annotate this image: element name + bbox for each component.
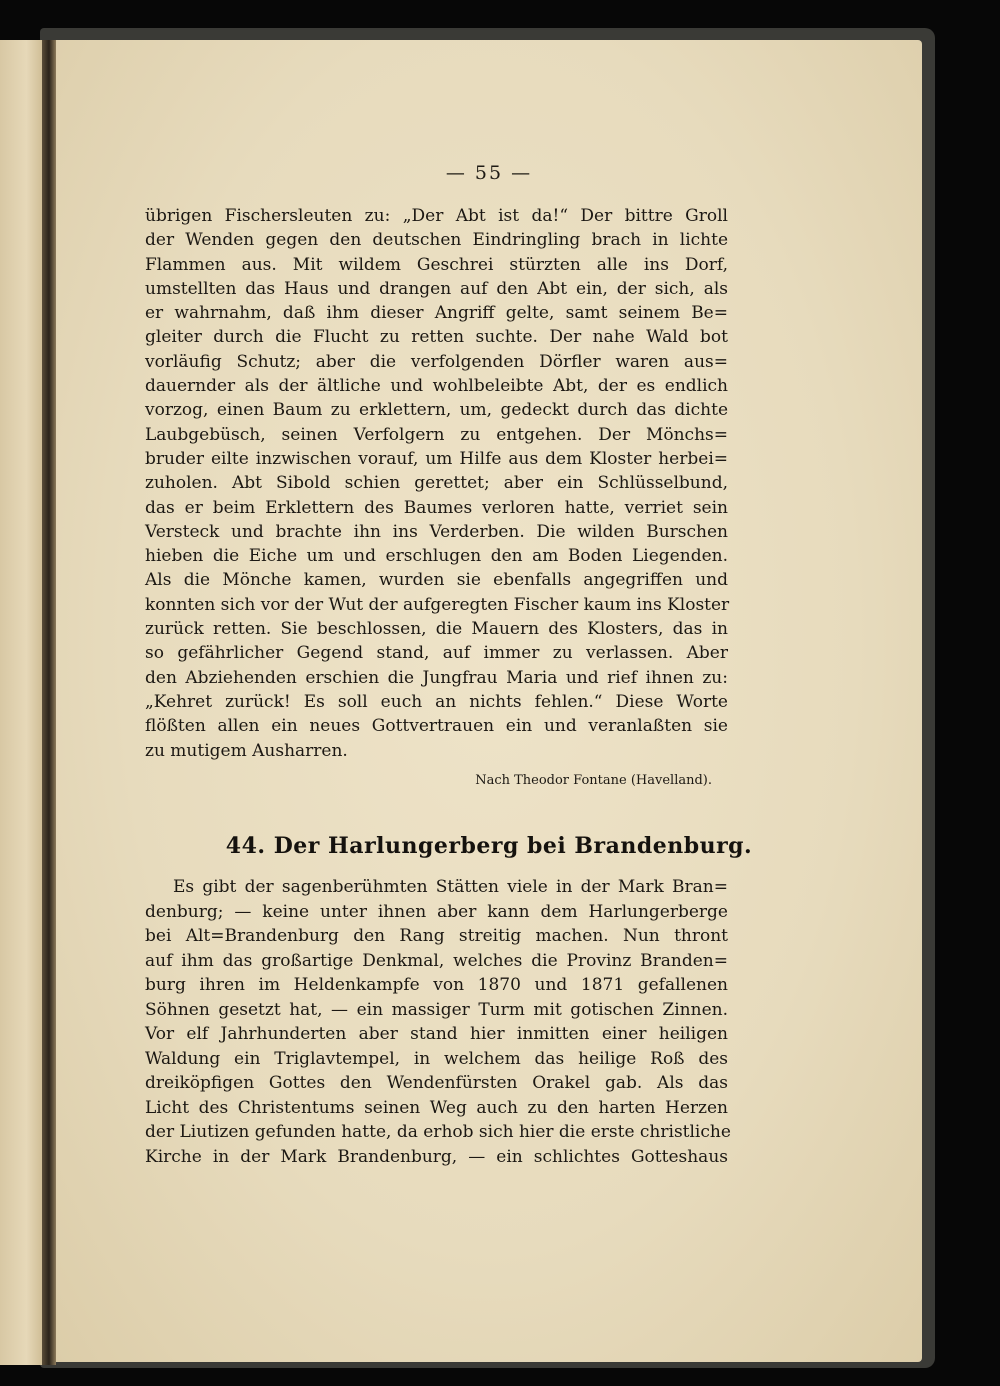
text-line: dreiköpfigen Gottes den Wendenfürsten Orakel gab. Als das	[145, 1073, 728, 1093]
text-line: zurück retten. Sie beschlossen, die Mauern des Klosters, das in	[145, 619, 728, 640]
book-page	[56, 40, 922, 1362]
text-line: so gefährlicher Gegend stand, auf immer zu verlassen. Aber	[145, 643, 728, 664]
text-line: Flammen aus. Mit wildem Geschrei stürzten alle ins Dorf,	[145, 254, 728, 275]
text-line: zu mutigem Ausharren.	[145, 740, 348, 761]
text-line: Waldung ein Triglavtempel, in welchem das heilige Roß des	[145, 1048, 728, 1069]
text-line: Söhnen gesetzt hat, — ein massiger Turm mit gotischen Zinnen.	[145, 999, 728, 1020]
text-line: Licht des Christentums seinen Weg auch zu den harten Herzen	[145, 1097, 728, 1118]
text-line: hieben die Eiche um und erschlugen den am Boden Liegenden.	[145, 546, 728, 567]
text-line: „Kehret zurück! Es soll euch an nichts fehlen.“ Diese Worte	[145, 691, 728, 712]
source-attribution: Nach Theodor Fontane (Havelland).	[475, 773, 712, 788]
text-line: denburg; — keine unter ihnen aber kann dem Harlungerberge	[145, 901, 728, 922]
text-line: der Liutizen gefunden hatte, da erhob sich hier die erste christliche	[145, 1122, 731, 1142]
paragraph-2	[145, 875, 731, 1169]
text-line: umstellten das Haus und drangen auf den Abt ein, der sich, als	[145, 278, 728, 299]
text-line: dauernder als der ältliche und wohlbeleibte Abt, der es endlich	[145, 376, 728, 397]
page-number: — 55 —	[445, 162, 533, 184]
text-line: Kirche in der Mark Brandenburg, — ein schlichtes Gotteshaus	[145, 1146, 728, 1167]
book-gutter	[42, 40, 56, 1365]
text-line: Als die Mönche kamen, wurden sie ebenfalls angegriffen und	[145, 570, 728, 591]
text-line: bruder eilte inzwischen vorauf, um Hilfe aus dem Kloster herbei=	[145, 448, 728, 469]
text-line: das er beim Erklettern des Baumes verloren hatte, verriet sein	[145, 497, 728, 518]
text-line: bei Alt=Brandenburg den Rang streitig machen. Nun thront	[145, 926, 728, 946]
text-line: zuholen. Abt Sibold schien gerettet; aber ein Schlüsselbund,	[145, 473, 728, 494]
text-line: Es gibt der sagenberühmten Stätten viele in der Mark Bran=	[173, 877, 728, 897]
previous-page-edge	[0, 40, 44, 1365]
text-line: übrigen Fischersleuten zu: „Der Abt ist da!“ Der bittre Groll	[145, 206, 728, 226]
text-line: er wahrnahm, daß ihm dieser Angriff gelte, samt seinem Be=	[145, 303, 728, 324]
section-heading: 44. Der Harlungerberg bei Brandenburg.	[225, 833, 753, 859]
paragraph-1	[145, 204, 728, 763]
text-line: den Abziehenden erschien die Jungfrau Maria und rief ihnen zu:	[145, 667, 728, 688]
text-line: auf ihm das großartige Denkmal, welches die Provinz Branden=	[145, 950, 728, 971]
text-line: vorläufig Schutz; aber die verfolgenden Dörfler waren aus=	[145, 351, 728, 372]
text-line: gleiter durch die Flucht zu retten suchte. Der nahe Wald bot	[145, 327, 728, 348]
text-line: Vor elf Jahrhunderten aber stand hier inmitten einer heiligen	[145, 1024, 728, 1044]
text-line: vorzog, einen Baum zu erklettern, um, gedeckt durch das dichte	[145, 400, 728, 421]
text-line: Versteck und brachte ihn ins Verderben. Die wilden Burschen	[145, 521, 728, 542]
text-line: der Wenden gegen den deutschen Eindringling brach in lichte	[145, 230, 728, 251]
text-line: burg ihren im Heldenkampfe von 1870 und 1871 gefallenen	[145, 975, 728, 995]
text-line: Laubgebüsch, seinen Verfolgern zu entgehen. Der Mönchs=	[145, 424, 728, 445]
text-line: konnten sich vor der Wut der aufgeregten Fischer kaum ins Kloster	[145, 594, 730, 615]
text-line: flößten allen ein neues Gottvertrauen ein und veranlaßten sie	[145, 716, 728, 737]
